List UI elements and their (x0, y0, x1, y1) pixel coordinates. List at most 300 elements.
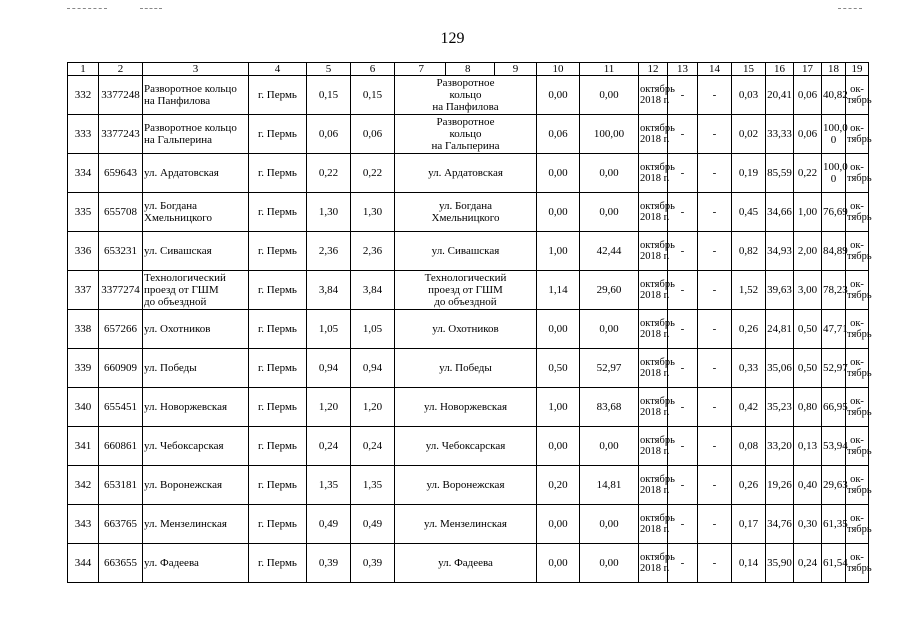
cell-col17-line: 47,71 (823, 323, 848, 335)
cell-col12: - (668, 115, 698, 154)
scan-artifact-mid (140, 8, 162, 10)
cell-col7-8-line: ул. Победы (439, 362, 492, 374)
cell-col11 (639, 271, 675, 310)
cell-road-name-line: Хмельницкого (144, 212, 212, 224)
cell-col16: 0,50 (794, 349, 822, 388)
cell-col12: - (668, 76, 698, 115)
cell-col5: 0,06 (307, 115, 351, 154)
cell-road-name (143, 154, 249, 193)
cell-col12: - (668, 154, 698, 193)
cell-road-name (143, 466, 249, 505)
data-table (67, 62, 872, 583)
col-header-3: 3 (143, 63, 249, 76)
cell-col16: 1,00 (794, 193, 822, 232)
cell-col18-line: тябрь (847, 251, 872, 262)
table-row (68, 466, 869, 505)
cell-col7-8-line: кольцо (449, 89, 482, 101)
cell-col7-8 (395, 232, 537, 271)
cell-road-name (143, 544, 249, 583)
col-header-7: 7 (398, 63, 446, 75)
table-row (68, 154, 869, 193)
cell-col7-8-line: Хмельницкого (431, 212, 500, 224)
cell-number: 333 (68, 115, 99, 154)
cell-col14: 0,02 (732, 115, 766, 154)
cell-col14: 0,82 (732, 232, 766, 271)
cell-col5: 1,30 (307, 193, 351, 232)
cell-road-name-line: Разворотное кольцо (144, 122, 237, 134)
cell-col12: - (668, 388, 698, 427)
cell-city: г. Пермь (249, 193, 307, 232)
cell-col17 (822, 427, 846, 466)
cell-col14: 0,33 (732, 349, 766, 388)
cell-col18 (846, 76, 872, 115)
cell-col12: - (668, 349, 698, 388)
cell-col16: 0,50 (794, 310, 822, 349)
cell-col10: 0,00 (580, 544, 639, 583)
col-header-4: 4 (249, 63, 307, 76)
cell-col17 (822, 466, 846, 505)
cell-city: г. Пермь (249, 115, 307, 154)
cell-col17 (822, 193, 846, 232)
cell-city: г. Пермь (249, 232, 307, 271)
cell-col15: 35,06 (766, 349, 794, 388)
cell-col17 (822, 76, 846, 115)
cell-col11-line: октябрь (640, 123, 675, 134)
cell-col15: 85,59 (766, 154, 794, 193)
table-row (68, 271, 869, 310)
table-row (68, 193, 869, 232)
cell-road-name-line: ул. Чебоксарская (144, 440, 224, 452)
cell-col10: 83,68 (580, 388, 639, 427)
cell-col12: - (668, 310, 698, 349)
cell-col18 (846, 232, 872, 271)
cell-col13: - (698, 232, 732, 271)
cell-road-name (143, 271, 249, 310)
cell-col11-line: 2018 г. (640, 251, 670, 262)
col-header-13: 13 (668, 63, 698, 76)
cell-col13: - (698, 193, 732, 232)
table-row (68, 544, 869, 583)
cell-col18-line: тябрь (847, 173, 872, 184)
cell-road-name-line: Разворотное кольцо (144, 83, 237, 95)
col-header-7-8 (395, 63, 495, 76)
cell-col14: 0,03 (732, 76, 766, 115)
cell-col17 (822, 349, 846, 388)
col-header-19: 19 (846, 63, 869, 76)
cell-col18 (846, 427, 872, 466)
cell-col7-8-line: на Гальперина (431, 140, 500, 152)
cell-city: г. Пермь (249, 310, 307, 349)
cell-road-name (143, 505, 249, 544)
cell-col16: 0,13 (794, 427, 822, 466)
cell-number: 342 (68, 466, 99, 505)
cell-col11-line: 2018 г. (640, 329, 670, 340)
cell-number: 340 (68, 388, 99, 427)
cell-col15: 35,90 (766, 544, 794, 583)
cell-id: 653231 (99, 232, 143, 271)
cell-col7-8-line: Технологический (424, 272, 507, 284)
cell-col7-8 (395, 76, 537, 115)
cell-col18 (846, 193, 872, 232)
cell-col11 (639, 115, 675, 154)
cell-col11 (639, 154, 675, 193)
cell-col11-line: октябрь (640, 357, 675, 368)
cell-col17-line: 52,97 (823, 362, 848, 374)
cell-col9: 0,50 (537, 349, 580, 388)
cell-col11-line: 2018 г. (640, 485, 670, 496)
cell-col18-line: ок- (850, 201, 864, 212)
cell-col6: 0,15 (351, 76, 395, 115)
col-header-6: 6 (351, 63, 395, 76)
cell-col15: 33,20 (766, 427, 794, 466)
cell-col15: 35,23 (766, 388, 794, 427)
cell-col11-line: октябрь (640, 474, 675, 485)
cell-col11-line: 2018 г. (640, 173, 670, 184)
cell-city: г. Пермь (249, 466, 307, 505)
cell-col10: 14,81 (580, 466, 639, 505)
cell-col14: 0,19 (732, 154, 766, 193)
cell-col18-line: тябрь (847, 290, 872, 301)
cell-col9: 0,00 (537, 505, 580, 544)
cell-col10: 0,00 (580, 154, 639, 193)
col-header-15: 15 (732, 63, 766, 76)
cell-col11-line: 2018 г. (640, 212, 670, 223)
cell-number: 338 (68, 310, 99, 349)
cell-col6: 0,94 (351, 349, 395, 388)
cell-col11 (639, 466, 675, 505)
cell-col7-8-line: ул. Охотников (432, 323, 499, 335)
cell-col17-line: 53,94 (823, 440, 848, 452)
cell-col5: 1,05 (307, 310, 351, 349)
cell-col18-line: ок- (850, 474, 864, 485)
cell-col10: 0,00 (580, 193, 639, 232)
cell-col11 (639, 427, 675, 466)
cell-col17-line: 84,89 (823, 245, 848, 257)
cell-col17-line: 0 (830, 134, 837, 146)
cell-number: 334 (68, 154, 99, 193)
cell-col11 (639, 544, 675, 583)
cell-col5: 0,49 (307, 505, 351, 544)
cell-col18 (846, 466, 872, 505)
col-header-2: 2 (99, 63, 143, 76)
cell-id: 3377243 (99, 115, 143, 154)
cell-road-name-line: Технологический (144, 272, 226, 284)
cell-col7-8-line: ул. Сивашская (431, 245, 500, 257)
cell-col17 (822, 115, 846, 154)
cell-number: 337 (68, 271, 99, 310)
cell-road-name-line: ул. Фадеева (144, 557, 199, 569)
cell-col5: 2,36 (307, 232, 351, 271)
cell-city: г. Пермь (249, 544, 307, 583)
cell-col11-line: октябрь (640, 552, 675, 563)
cell-col16: 0,06 (794, 115, 822, 154)
cell-id: 653181 (99, 466, 143, 505)
cell-col18-line: тябрь (847, 524, 872, 535)
cell-col6: 0,49 (351, 505, 395, 544)
cell-col18-line: тябрь (847, 212, 872, 223)
cell-road-name (143, 349, 249, 388)
col-header-18: 18 (822, 63, 846, 76)
cell-col11-line: октябрь (640, 201, 675, 212)
cell-col10: 0,00 (580, 505, 639, 544)
cell-id: 663765 (99, 505, 143, 544)
cell-col18-line: тябрь (847, 446, 872, 457)
cell-col12: - (668, 544, 698, 583)
cell-id: 3377248 (99, 76, 143, 115)
cell-road-name (143, 232, 249, 271)
cell-col18 (846, 544, 872, 583)
cell-col18-line: ок- (850, 162, 864, 173)
cell-col6: 1,20 (351, 388, 395, 427)
cell-col13: - (698, 310, 732, 349)
cell-col5: 3,84 (307, 271, 351, 310)
table-row (68, 427, 869, 466)
cell-col10: 0,00 (580, 310, 639, 349)
cell-col9: 1,14 (537, 271, 580, 310)
cell-number: 336 (68, 232, 99, 271)
col-header-14: 14 (698, 63, 732, 76)
cell-city: г. Пермь (249, 388, 307, 427)
page-number: 129 (440, 30, 465, 47)
cell-col7-8 (395, 193, 537, 232)
cell-col17-line: 40,82 (823, 89, 848, 101)
cell-road-name-line: ул. Охотников (144, 323, 211, 335)
cell-col5: 1,35 (307, 466, 351, 505)
cell-col6: 1,30 (351, 193, 395, 232)
cell-col18 (846, 505, 872, 544)
cell-col17-line: 76,69 (823, 206, 848, 218)
cell-col14: 0,42 (732, 388, 766, 427)
cell-col9: 0,00 (537, 76, 580, 115)
cell-col6: 0,22 (351, 154, 395, 193)
col-header-5: 5 (307, 63, 351, 76)
cell-col18-line: тябрь (847, 485, 872, 496)
cell-col17-line: 66,95 (823, 401, 848, 413)
cell-col7-8-line: Разворотное (436, 116, 495, 128)
cell-col7-8 (395, 310, 537, 349)
cell-col16: 0,22 (794, 154, 822, 193)
cell-col18-line: ок- (850, 435, 864, 446)
cell-col5: 0,22 (307, 154, 351, 193)
cell-road-name-line: ул. Воронежская (144, 479, 223, 491)
cell-col16: 0,40 (794, 466, 822, 505)
cell-col17 (822, 505, 846, 544)
cell-col6: 3,84 (351, 271, 395, 310)
cell-id: 660861 (99, 427, 143, 466)
cell-city: г. Пермь (249, 271, 307, 310)
cell-col11-line: октябрь (640, 84, 675, 95)
cell-col18 (846, 271, 872, 310)
cell-col10: 29,60 (580, 271, 639, 310)
cell-col15: 20,41 (766, 76, 794, 115)
cell-col10: 0,00 (580, 76, 639, 115)
cell-col13: - (698, 271, 732, 310)
col-header-10: 10 (537, 63, 580, 76)
cell-road-name-line: до объездной (144, 296, 207, 308)
cell-col7-8-line: проезд от ГШМ (428, 284, 503, 296)
table-row (68, 76, 869, 115)
cell-col7-8-line: ул. Чебоксарская (425, 440, 506, 452)
cell-id: 3377274 (99, 271, 143, 310)
cell-col17-line: 100,0 (823, 122, 848, 134)
cell-road-name (143, 310, 249, 349)
cell-city: г. Пермь (249, 154, 307, 193)
cell-col5: 0,39 (307, 544, 351, 583)
cell-col18 (846, 388, 872, 427)
cell-col13: - (698, 349, 732, 388)
cell-col5: 1,20 (307, 388, 351, 427)
cell-col13: - (698, 115, 732, 154)
cell-col11 (639, 349, 675, 388)
col-header-17: 17 (794, 63, 822, 76)
cell-col17 (822, 154, 846, 193)
cell-col11-line: 2018 г. (640, 446, 670, 457)
cell-col18-line: тябрь (847, 368, 872, 379)
cell-col18-line: ок- (850, 279, 864, 290)
cell-col16: 2,00 (794, 232, 822, 271)
cell-col11-line: октябрь (640, 435, 675, 446)
cell-col14: 1,52 (732, 271, 766, 310)
cell-col11-line: октябрь (640, 396, 675, 407)
cell-col6: 0,39 (351, 544, 395, 583)
cell-col9: 0,00 (537, 193, 580, 232)
cell-col7-8-line: ул. Новоржевская (423, 401, 508, 413)
cell-col7-8-line: Разворотное (436, 77, 495, 89)
cell-col13: - (698, 154, 732, 193)
cell-col14: 0,08 (732, 427, 766, 466)
cell-road-name-line: проезд от ГШМ (144, 284, 219, 296)
cell-col7-8-line: ул. Мензелинская (424, 518, 507, 530)
cell-col11 (639, 193, 675, 232)
cell-col9: 1,00 (537, 232, 580, 271)
cell-id: 659643 (99, 154, 143, 193)
cell-col15: 34,93 (766, 232, 794, 271)
col-header-1: 1 (68, 63, 99, 76)
table-row (68, 115, 869, 154)
cell-col12: - (668, 193, 698, 232)
cell-col11 (639, 505, 675, 544)
cell-col11-line: 2018 г. (640, 290, 670, 301)
cell-col18-line: ок- (850, 513, 864, 524)
cell-road-name (143, 193, 249, 232)
cell-col17 (822, 310, 846, 349)
cell-number: 343 (68, 505, 99, 544)
cell-col11-line: 2018 г. (640, 563, 670, 574)
cell-col7-8-line: ул. Фадеева (438, 557, 493, 569)
cell-col12: - (668, 232, 698, 271)
cell-road-name-line: на Гальперина (144, 134, 213, 146)
cell-col14: 0,26 (732, 466, 766, 505)
cell-col11-line: октябрь (640, 279, 675, 290)
cell-col10: 52,97 (580, 349, 639, 388)
cell-col11 (639, 76, 675, 115)
cell-col14: 0,45 (732, 193, 766, 232)
cell-number: 335 (68, 193, 99, 232)
cell-col15: 24,81 (766, 310, 794, 349)
cell-city: г. Пермь (249, 427, 307, 466)
scan-artifact-right (838, 8, 862, 10)
cell-road-name-line: ул. Новоржевская (144, 401, 228, 413)
cell-col12: - (668, 505, 698, 544)
cell-road-name-line: на Панфилова (144, 95, 211, 107)
cell-city: г. Пермь (249, 76, 307, 115)
table-row (68, 388, 869, 427)
cell-road-name-line: ул. Победы (144, 362, 197, 374)
cell-col18-line: ок- (850, 240, 864, 251)
cell-col17-line: 100,0 (823, 161, 848, 173)
cell-number: 332 (68, 76, 99, 115)
cell-road-name-line: ул. Ардатовская (144, 167, 219, 179)
cell-col13: - (698, 505, 732, 544)
cell-col12: - (668, 271, 698, 310)
cell-col18 (846, 154, 872, 193)
cell-col11-line: 2018 г. (640, 368, 670, 379)
cell-col11-line: октябрь (640, 318, 675, 329)
cell-col7-8-line: ул. Богдана (438, 200, 493, 212)
table-row (68, 505, 869, 544)
cell-col18 (846, 310, 872, 349)
cell-col17-line: 78,23 (823, 284, 848, 296)
cell-number: 339 (68, 349, 99, 388)
cell-col10: 0,00 (580, 427, 639, 466)
cell-col7-8 (395, 466, 537, 505)
cell-col18-line: ок- (850, 123, 864, 134)
cell-col7-8 (395, 154, 537, 193)
cell-col18-line: ок- (850, 357, 864, 368)
cell-col5: 0,15 (307, 76, 351, 115)
cell-col7-8-line: ул. Ардатовская (428, 167, 503, 179)
cell-col14: 0,26 (732, 310, 766, 349)
cell-col5: 0,24 (307, 427, 351, 466)
cell-col18-line: ок- (850, 552, 864, 563)
cell-col17 (822, 544, 846, 583)
cell-col11-line: 2018 г. (640, 95, 670, 106)
cell-col6: 0,06 (351, 115, 395, 154)
col-header-11: 11 (580, 63, 639, 76)
cell-col11-line: 2018 г. (640, 134, 670, 145)
cell-col9: 0,00 (537, 154, 580, 193)
cell-col7-8 (395, 115, 537, 154)
cell-col11-line: октябрь (640, 162, 675, 173)
cell-col17 (822, 271, 846, 310)
cell-col17 (822, 232, 846, 271)
cell-col7-8 (395, 271, 537, 310)
cell-col14: 0,17 (732, 505, 766, 544)
cell-col7-8 (395, 544, 537, 583)
cell-col11 (639, 310, 675, 349)
cell-col9: 0,00 (537, 544, 580, 583)
cell-col11 (639, 232, 675, 271)
col-header-12: 12 (639, 63, 668, 76)
cell-col17-line: 61,35 (823, 518, 848, 530)
cell-col18 (846, 115, 872, 154)
cell-col6: 1,35 (351, 466, 395, 505)
cell-id: 663655 (99, 544, 143, 583)
cell-col9: 0,00 (537, 310, 580, 349)
cell-id: 657266 (99, 310, 143, 349)
cell-col6: 2,36 (351, 232, 395, 271)
cell-city: г. Пермь (249, 349, 307, 388)
cell-number: 344 (68, 544, 99, 583)
cell-col17-line: 29,63 (823, 479, 848, 491)
cell-col18-line: тябрь (847, 134, 872, 145)
cell-col16: 3,00 (794, 271, 822, 310)
cell-col18-line: ок- (850, 84, 864, 95)
cell-id: 660909 (99, 349, 143, 388)
cell-col11-line: 2018 г. (640, 524, 670, 535)
cell-col18 (846, 349, 872, 388)
cell-col13: - (698, 427, 732, 466)
